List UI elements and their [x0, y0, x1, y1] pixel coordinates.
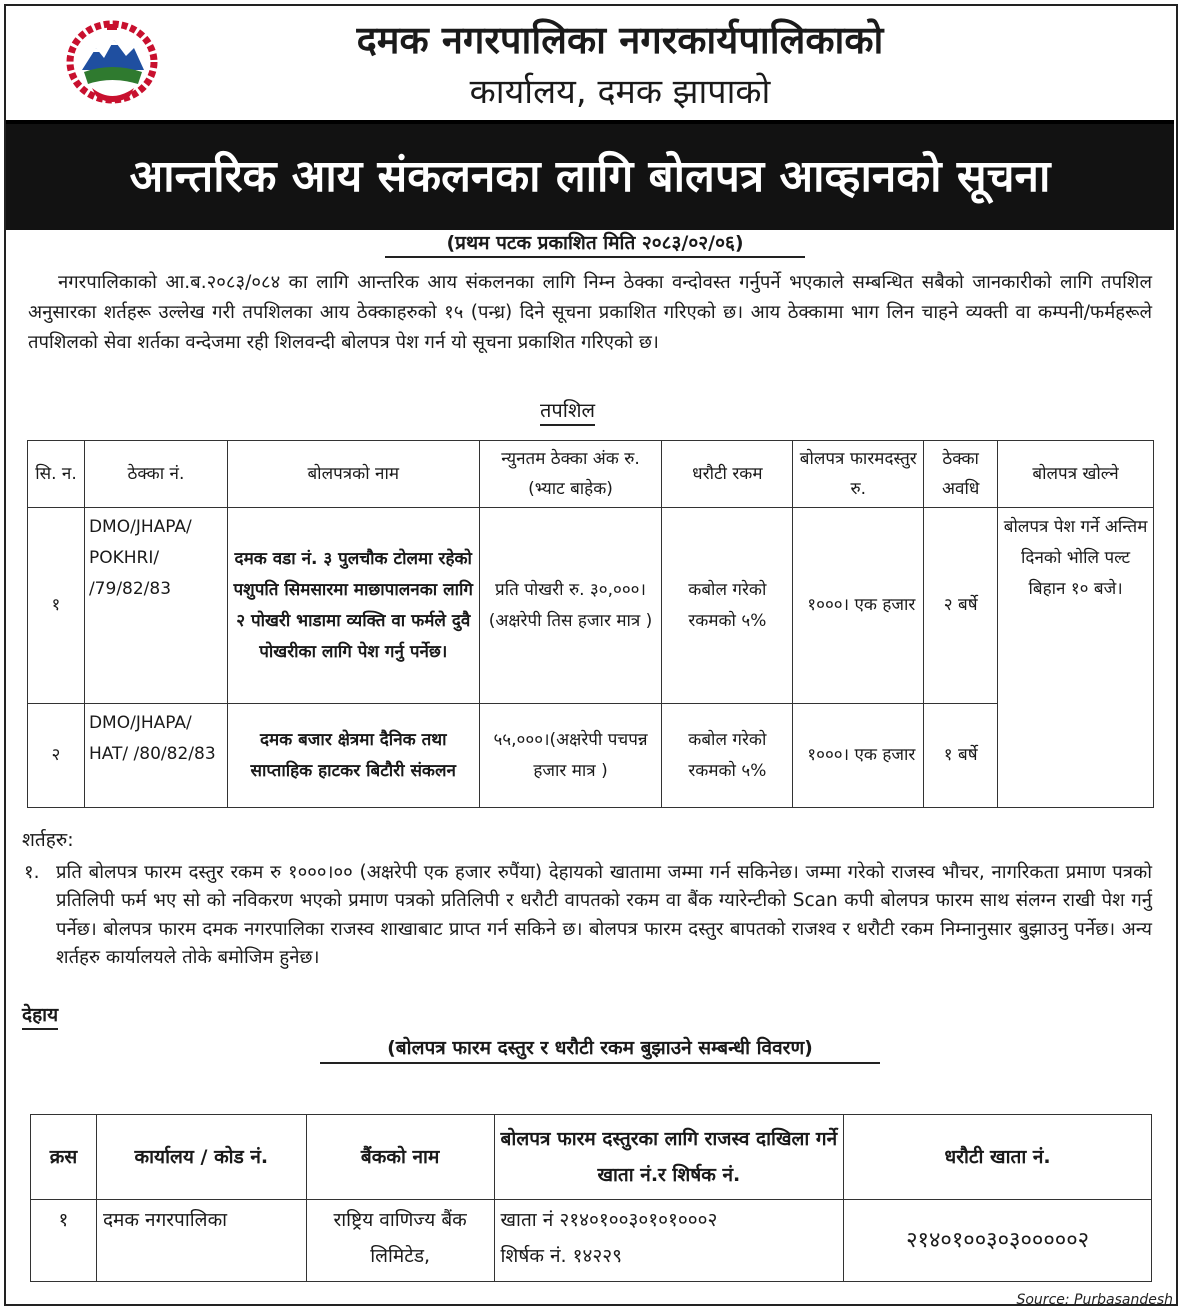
table-header-row — [31, 1115, 1152, 1200]
opening-time-cell: बोलपत्र पेश गर्ने अन्तिम दिनको भोलि पल्ट बिहान १० बजे। — [998, 508, 1154, 808]
terms-text: प्रति बोलपत्र फारम दस्तुर रकम रु १०००।०० (अक्षरेपी एक हजार रुपैंया) देहायको खातामा जम्मा गर्न सकिनेछ। जम्मा गरेको राजस्व भौचर, नागरिकता प्रमाण पत्रको प्रतिलिपी फर्म भए सो को नविकरण भएको प्रमाण पत्रको प्रतिलिपी र धरौटी वापतको रकम वा बैंक ग्यारेन्टीको Scan कपी बोलपत्र फारम साथ संलग्न राखी पेश गर्नु पर्नेछ। बोलपत्र फारम दमक नगरपालिका राजस्व शाखाबाट प्राप्त गर्न सकिने छ। बोलपत्र फारम दस्तुर बापतको राजश्व र धरौटी रकम निम्नानुसार बुझाउनु पर्नेछ। अन्य शर्तहरु कार्यालयले तोके बमोजिम हुनेछ। — [56, 862, 1152, 968]
column-header: न्युनतम ठेक्का अंक रु.(भ्याट बाहेक) — [479, 441, 662, 508]
table-row — [31, 1200, 1152, 1282]
revenue-account-no: खाता नं २१४०१००३०१०१०००२ — [500, 1209, 718, 1231]
serial-cell: १ — [31, 1200, 97, 1282]
column-header: ठेक्का नं. — [84, 441, 227, 508]
column-header: बैंकको नाम — [306, 1115, 494, 1200]
deposit-cell: कबोल गरेको रकमको ५% — [662, 508, 793, 704]
min-amount-cell: प्रति पोखरी रु. ३०,०००।(अक्षरेपी तिस हजार मात्र ) — [479, 508, 662, 704]
bid-name-cell: दमक बजार क्षेत्रमा दैनिक तथा साप्ताहिक हाटकर बिटौरी संकलन — [227, 704, 479, 808]
column-header: बोलपत्र फारम दस्तुरका लागि राजस्व दाखिला गर्ने खाता नं.र शिर्षक नं. — [494, 1115, 844, 1200]
contract-no-cell: DMO/JHAPA/ POKHRI/ /79/82/83 — [84, 508, 227, 704]
column-header: कार्यालय / कोड नं. — [96, 1115, 306, 1200]
terms-heading: शर्तहरु: — [22, 829, 74, 851]
dehaya-heading: देहाय — [22, 1002, 58, 1030]
office-name-line2: कार्यालय, दमक झापाको — [469, 72, 771, 112]
form-fee-cell: १०००। एक हजार — [793, 704, 924, 808]
column-header: धरौटी रकम — [662, 441, 793, 508]
office-cell: दमक नगरपालिका — [96, 1200, 306, 1282]
column-header: धरौटी खाता नं. — [844, 1115, 1152, 1200]
column-header: बोलपत्र खोल्ने — [998, 441, 1154, 508]
notice-title: आन्तरिक आय संकलनका लागि बोलपत्र आव्हानको सूचना — [129, 151, 1051, 202]
table-row — [28, 704, 1154, 808]
contract-schedule-table — [27, 440, 1154, 808]
bank-name-cell: राष्ट्रिय वाणिज्य बैंक लिमिटेड, — [306, 1200, 494, 1282]
serial-cell: १ — [28, 508, 85, 704]
revenue-account-cell — [494, 1200, 844, 1282]
office-name-line1: दमक नगरपालिका नगरकार्यपालिकाको — [356, 18, 884, 62]
bid-name-cell: दमक वडा नं. ३ पुलचौक टोलमा रहेको पशुपति सिमसारमा माछापालनका लागि २ पोखरी भाडामा व्यक्ति वा फर्मले दुवै पोखरीका लागि पेश गर्नु पर्नेछ। — [227, 508, 479, 704]
column-header: क्रस — [31, 1115, 97, 1200]
contract-no-cell: DMO/JHAPA/ HAT/ /80/82/83 — [84, 704, 227, 808]
period-cell: १ बर्षे — [924, 704, 998, 808]
min-amount-cell: ५५,०००।(अक्षरेपी पचपन्न हजार मात्र ) — [479, 704, 662, 808]
schedule-heading: तपशिल — [540, 396, 595, 426]
publish-date: (प्रथम पटक प्रकाशित मिति २०८३/०२/०६) — [385, 230, 805, 258]
column-header: सि. न. — [28, 441, 85, 508]
payment-accounts-table — [30, 1114, 1152, 1282]
source-credit: Source: Purbasandesh — [1016, 1292, 1173, 1308]
terms-number: १. — [24, 862, 40, 883]
column-header: ठेक्का अवधि — [924, 441, 998, 508]
column-header: बोलपत्रको नाम — [227, 441, 479, 508]
title-banner — [6, 120, 1174, 230]
table-row — [28, 508, 1154, 704]
deposit-cell: कबोल गरेको रकमको ५% — [662, 704, 793, 808]
period-cell: २ बर्षे — [924, 508, 998, 704]
payment-details-caption: (बोलपत्र फारम दस्तुर र धरौटी रकम बुझाउने सम्बन्धी विवरण) — [320, 1034, 880, 1064]
intro-paragraph: नगरपालिकाको आ.ब.२०८३/०८४ का लागि आन्तरिक आय संकलनका लागि निम्न ठेक्का वन्दोवस्त गर्नुपर्ने भएकाले सम्बन्धित सबैको जानकारीको लागि तपशिल अनुसारका शर्तहरू उल्लेख गरी तपशिलका आय ठेक्काहरुको १५ (पन्ध्र) दिने सूचना प्रकाशित गरिएको छ। आय ठेक्कामा भाग लिन चाहने व्यक्ती वा कम्पनी/फर्महरूले तपशिलको सेवा शर्तका वन्देजमा रही शिलवन्दी बोलपत्र पेश गर्न यो सूचना प्रकाशित गरिएको छ। — [28, 272, 1152, 353]
table-header-row — [28, 441, 1154, 508]
revenue-head-no: शिर्षक नं. १४२२९ — [500, 1245, 622, 1267]
column-header: बोलपत्र फारमदस्तुर रु. — [793, 441, 924, 508]
form-fee-cell: १०००। एक हजार — [793, 508, 924, 704]
serial-cell: २ — [28, 704, 85, 808]
nepal-emblem-logo — [62, 18, 162, 108]
deposit-account-cell: २१४०१००३०३०००००२ — [844, 1200, 1152, 1282]
